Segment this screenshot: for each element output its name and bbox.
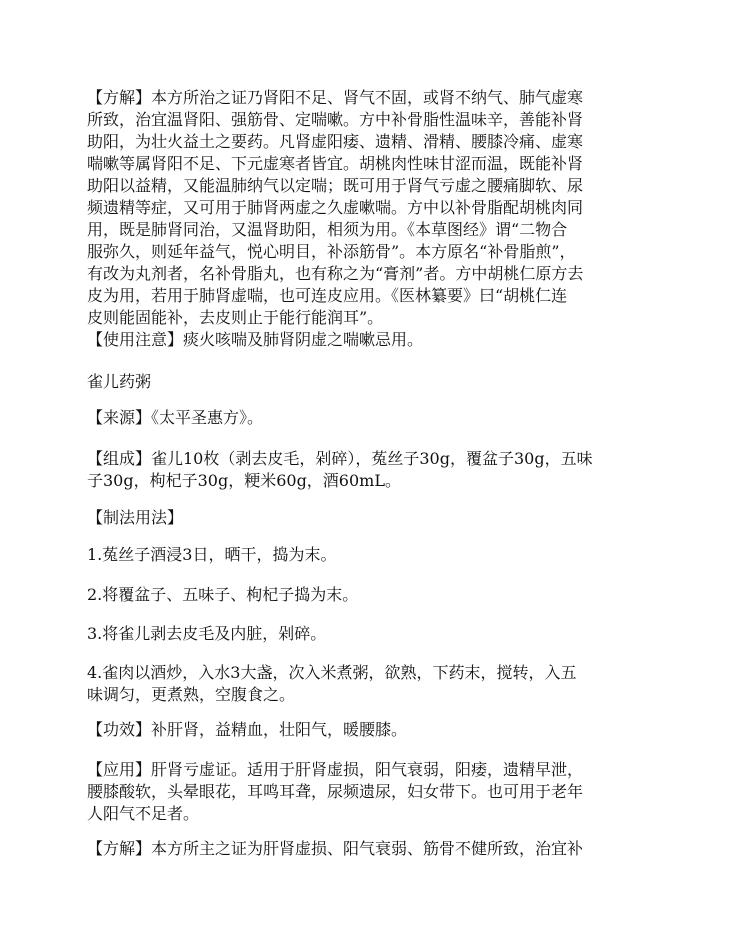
step-4 xyxy=(87,662,647,706)
paragraph-fangjie-2 xyxy=(87,838,647,860)
text-line: 腰膝酸软，头晕眼花，耳鸣耳聋，尿频遗尿，妇女带下。也可用于老年 xyxy=(87,782,584,801)
paragraph-composition xyxy=(87,448,647,492)
text-line: 喘嗽等属肾阳不足、下元虚寒者皆宜。胡桃肉性味甘涩而温，既能补肾 xyxy=(87,154,584,173)
paragraph-source xyxy=(87,407,647,429)
text-line: 【来源】《太平圣惠方》。 xyxy=(87,408,264,427)
section-heading-preparation xyxy=(87,507,647,529)
paragraph-usage-caution xyxy=(87,329,647,351)
step-3 xyxy=(87,623,647,645)
text-line: 【应用】肝肾亏虚证。适用于肝肾虚损，阳气衰弱，阳痿，遗精早泄， xyxy=(87,760,584,779)
text-line: 频遗精等症，又可用于肺肾两虚之久虚嗽喘。方中以补骨脂配胡桃肉同 xyxy=(87,198,584,217)
text-line: 助阳，为壮火益土之要药。凡肾虚阳痿、遗精、滑精、腰膝冷痛、虚寒 xyxy=(87,132,584,151)
text-line: 【组成】雀儿10枚（剥去皮毛，剁碎），菟丝子30g，覆盆子30g，五味 xyxy=(87,449,593,468)
text-line: 4.雀肉以酒炒，入水3大盏，次入米煮粥，欲熟，下药末，搅转，入五 xyxy=(87,663,577,682)
step-1 xyxy=(87,544,647,566)
text-line: 人阳气不足者。 xyxy=(87,804,200,823)
text-line: 【使用注意】痰火咳喘及肺肾阴虚之喘嗽忌用。 xyxy=(87,330,424,349)
text-line: 子30g，枸杞子30g，粳米60g，酒60mL。 xyxy=(87,471,401,490)
recipe-title xyxy=(87,371,647,393)
text-line: 雀儿药粥 xyxy=(87,372,152,391)
text-line: 味调匀，更煮熟，空腹食之。 xyxy=(87,685,296,704)
text-line: 所致，治宜温肾阳、强筋骨、定喘嗽。方中补骨脂性温味辛，善能补肾 xyxy=(87,110,584,129)
text-line: 3.将雀儿剥去皮毛及内脏，剁碎。 xyxy=(87,624,327,643)
paragraph-efficacy xyxy=(87,719,647,741)
text-line: 1.菟丝子酒浸3日，晒干，捣为末。 xyxy=(87,545,337,564)
text-line: 有改为丸剂者，名补骨脂丸，也有称之为“膏剂”者。方中胡桃仁原方去 xyxy=(87,264,584,283)
text-line: 【方解】本方所主之证为肝肾虚损、阳气衰弱、筋骨不健所致，治宜补 xyxy=(87,839,584,858)
text-line: 【制法用法】 xyxy=(87,508,184,527)
text-line: 用，既是肺肾同治，又温肾助阳，相须为用。《本草图经》谓“二物合 xyxy=(87,220,568,239)
text-line: 【功效】补肝肾，益精血，壮阳气，暖腰膝。 xyxy=(87,720,408,739)
paragraph-application xyxy=(87,759,647,825)
paragraph-fangjie-1 xyxy=(87,87,647,329)
text-line: 服弥久，则延年益气，悦心明目，补添筋骨”。本方原名“补骨脂煎”， xyxy=(87,242,576,261)
text-line: 皮则能固能补，去皮则止于能行能润耳”。 xyxy=(87,308,384,327)
text-line: 助阳以益精，又能温肺纳气以定喘；既可用于肾气亏虚之腰痛脚软、尿 xyxy=(87,176,584,195)
step-2 xyxy=(87,584,647,606)
text-line: 皮为用，若用于肺肾虚喘，也可连皮应用。《医林纂要》曰“胡桃仁连 xyxy=(87,286,568,305)
text-line: 【方解】本方所治之证乃肾阳不足、肾气不固，或肾不纳气、肺气虚寒 xyxy=(87,88,584,107)
text-line: 2.将覆盆子、五味子、枸杞子捣为末。 xyxy=(87,585,359,604)
